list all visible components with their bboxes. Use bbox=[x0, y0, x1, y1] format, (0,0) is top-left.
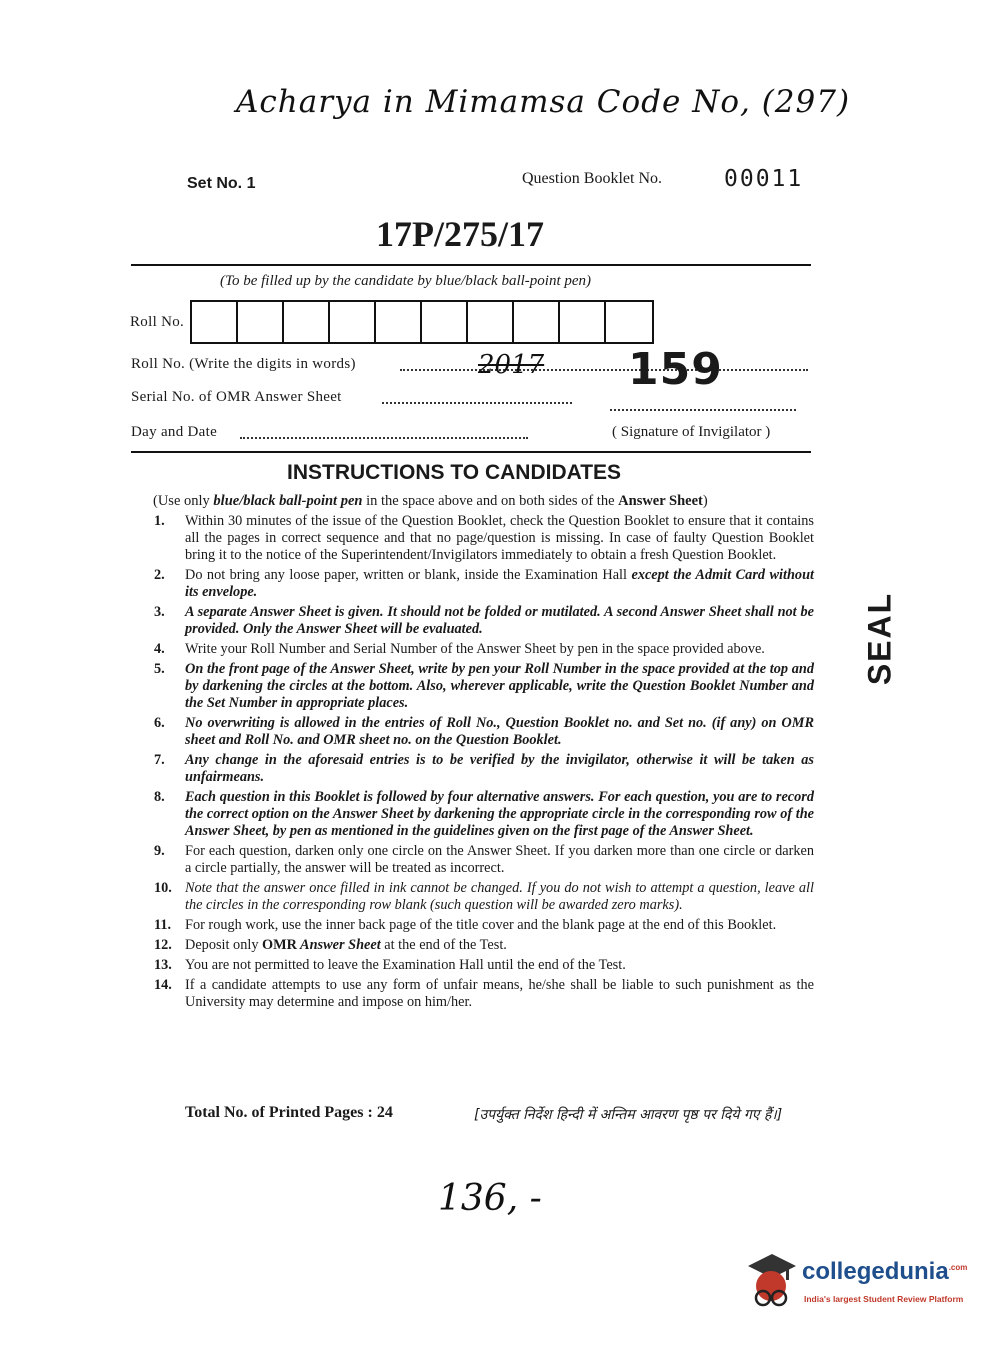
signature-line[interactable] bbox=[610, 408, 796, 411]
instruction-item bbox=[154, 752, 814, 786]
logo-tagline: India's largest Student Review Platform bbox=[804, 1294, 964, 1304]
omr-serial-label: Serial No. of OMR Answer Sheet bbox=[131, 389, 342, 405]
roll-words-value: 2017 bbox=[478, 350, 545, 380]
seal-label: SEAL bbox=[861, 591, 898, 686]
instruction-item bbox=[154, 957, 814, 974]
item-number: 1. bbox=[154, 513, 165, 529]
day-date-label: Day and Date bbox=[131, 424, 218, 440]
item-text: Do not bring any loose paper, written or blank, inside the Examination Hall bbox=[185, 567, 632, 583]
handwritten-title: Acharya in Mimamsa Code No, (297) bbox=[236, 84, 851, 120]
item-number: 2. bbox=[154, 567, 165, 583]
item-text: If a candidate attempts to use any form of unfair means, he/she shall be liable to such punishment as the University may determine and impose on him/her. bbox=[185, 977, 814, 1010]
instruction-item bbox=[154, 567, 814, 601]
roll-digit-box[interactable] bbox=[284, 302, 330, 342]
hindi-note: [उपर्युक्त निर्देश हिन्दी में अन्तिम आवरण पृष्ठ पर दिये गए हैं।] bbox=[474, 1107, 783, 1123]
roll-digit-box[interactable] bbox=[606, 302, 652, 342]
item-text: You are not permitted to leave the Examination Hall until the end of the Test. bbox=[185, 957, 626, 973]
roll-words-label: Roll No. (Write the digits in words) bbox=[131, 356, 356, 372]
booklet-label: Question Booklet No. bbox=[522, 170, 662, 187]
roll-words-line[interactable] bbox=[400, 368, 808, 371]
instruction-item bbox=[154, 917, 814, 934]
roll-digit-box[interactable] bbox=[468, 302, 514, 342]
instruction-item bbox=[154, 641, 814, 658]
collegedunia-logo[interactable] bbox=[742, 1250, 974, 1320]
roll-digit-box[interactable] bbox=[330, 302, 376, 342]
instruction-item bbox=[154, 513, 814, 564]
item-number: 6. bbox=[154, 715, 165, 731]
instruction-item bbox=[154, 880, 814, 914]
item-emphasis: except the Admit Card without its envelope. bbox=[185, 567, 814, 600]
item-emphasis: Any change in the aforesaid entries is to be verified by the invigilator, otherwise it will be taken as unfairmeans. bbox=[185, 752, 814, 785]
subtitle-text: (Use only bbox=[153, 493, 214, 509]
item-number: 11. bbox=[154, 917, 172, 933]
roll-digit-box[interactable] bbox=[376, 302, 422, 342]
instructions-title: INSTRUCTIONS TO CANDIDATES bbox=[287, 461, 622, 484]
handwritten-page-number: 136, - bbox=[438, 1178, 542, 1219]
item-number: 14. bbox=[154, 977, 172, 993]
roll-no-label: Roll No. bbox=[130, 313, 185, 330]
item-number: 9. bbox=[154, 843, 165, 859]
signature-label: ( Signature of Invigilator ) bbox=[612, 424, 771, 440]
instructions-subtitle bbox=[153, 493, 708, 510]
instruction-item bbox=[154, 977, 814, 1011]
roll-digit-box[interactable] bbox=[560, 302, 606, 342]
item-text: Deposit only bbox=[185, 937, 263, 953]
instruction-item bbox=[154, 604, 814, 638]
instruction-item bbox=[154, 843, 814, 877]
instruction-item bbox=[154, 661, 814, 712]
item-text: Within 30 minutes of the issue of the Question Booklet, check the Question Booklet to ensure that it contains all the pages in correct sequence and that no page/question is missing. In case of faulty Question Booklet bring it to the notice of the Superintendent/Invigilators immediately to obtain a fresh Question Booklet. bbox=[185, 513, 814, 563]
roll-digit-box[interactable] bbox=[514, 302, 560, 342]
item-italic: Note that the answer once filled in ink cannot be changed. If you do not wish to attempt a question, leave all the circles in the corresponding row blank (such question will be awarded zero marks). bbox=[185, 880, 814, 913]
logo-name: collegedunia bbox=[802, 1258, 949, 1285]
item-text: Write your Roll Number and Serial Number of the Answer Sheet by pen in the space provided above. bbox=[185, 641, 765, 657]
roll-number-row bbox=[130, 300, 654, 344]
item-emphasis: Answer Sheet bbox=[297, 937, 381, 953]
item-number: 4. bbox=[154, 641, 165, 657]
subtitle-text: ) bbox=[702, 493, 708, 509]
omr-serial-line[interactable] bbox=[382, 401, 572, 404]
mascot-icon bbox=[742, 1250, 800, 1310]
fill-note: (To be filled up by the candidate by blue/black ball-point pen) bbox=[220, 273, 592, 289]
logo-suffix: .com bbox=[948, 1263, 968, 1272]
instructions-list bbox=[154, 513, 814, 1014]
item-number: 13. bbox=[154, 957, 172, 973]
item-emphasis: On the front page of the Answer Sheet, write by pen your Roll Number in the space provided at the top and by darkening the circles at the bottom. Also, wherever applicable, write the Question Booklet Number and the Set Number in appropriate places. bbox=[185, 661, 814, 711]
roll-number-boxes bbox=[190, 300, 654, 344]
item-text: at the end of the Test. bbox=[380, 937, 507, 953]
item-number: 8. bbox=[154, 789, 165, 805]
item-emphasis: A separate Answer Sheet is given. It should not be folded or mutilated. A second Answer Sheet shall not be provided. Only the Answer Sheet will be evaluated. bbox=[185, 604, 814, 637]
item-number: 7. bbox=[154, 752, 165, 768]
handwritten-roll-extra: 159 bbox=[628, 344, 723, 395]
item-number: 12. bbox=[154, 937, 172, 953]
item-text: For rough work, use the inner back page of the title cover and the blank page at the end of this Booklet. bbox=[185, 917, 777, 933]
item-number: 10. bbox=[154, 880, 172, 896]
item-emphasis: No overwriting is allowed in the entries of Roll No., Question Booklet no. and Set no. (if any) on OMR sheet and Roll No. and OMR sheet no. on the Question Booklet. bbox=[185, 715, 814, 748]
item-text: For each question, darken only one circle on the Answer Sheet. If you darken more than one circle or darken a circle partially, the answer will be treated as incorrect. bbox=[185, 843, 814, 876]
roll-digit-box[interactable] bbox=[238, 302, 284, 342]
logo-wordmark bbox=[802, 1258, 967, 1286]
instruction-item bbox=[154, 937, 814, 954]
item-emphasis: Each question in this Booklet is followed by four alternative answers. For each question, you are to record the correct option on the Answer Sheet by darkening the appropriate circle in the corresponding row of the Answer Sheet, by pen as mentioned in the guidelines given on the first page of the Answer Sheet. bbox=[185, 789, 814, 839]
item-bold: OMR bbox=[262, 937, 297, 953]
booklet-number: 00011 bbox=[724, 166, 804, 192]
total-pages: Total No. of Printed Pages : 24 bbox=[185, 1104, 393, 1121]
roll-digit-box[interactable] bbox=[422, 302, 468, 342]
paper-code: 17P/275/17 bbox=[376, 214, 544, 254]
set-number: Set No. 1 bbox=[187, 175, 256, 192]
item-number: 5. bbox=[154, 661, 165, 677]
top-rule bbox=[131, 264, 811, 266]
subtitle-emphasis: blue/black ball-point pen bbox=[213, 493, 363, 509]
roll-digit-box[interactable] bbox=[192, 302, 238, 342]
form-bottom-rule bbox=[131, 451, 811, 453]
subtitle-bold: Answer Sheet bbox=[618, 493, 703, 509]
day-date-line[interactable] bbox=[240, 436, 528, 439]
item-number: 3. bbox=[154, 604, 165, 620]
instruction-item bbox=[154, 715, 814, 749]
instruction-item bbox=[154, 789, 814, 840]
subtitle-text: in the space above and on both sides of the bbox=[362, 493, 619, 509]
